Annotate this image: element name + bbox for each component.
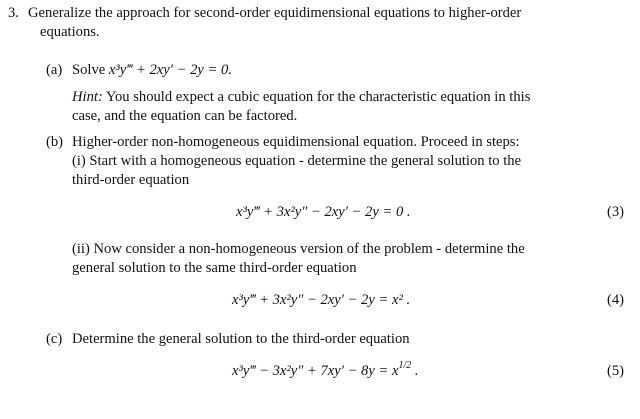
part-c-label: (c): [46, 331, 63, 347]
part-a-equation: x³y‴ + 2xy′ − 2y = 0.: [108, 62, 232, 78]
part-a-hint-line1: [72, 88, 530, 107]
problem-statement-line2: equations.: [40, 24, 100, 40]
part-a-label: (a): [46, 62, 63, 78]
part-a-line: [72, 61, 232, 80]
problem-number: 3.: [8, 5, 19, 21]
part-a-hint-line2: case, and the equation can be factored.: [72, 108, 298, 124]
part-b-step-i-line1: (i) Start with a homogeneous equation - determine the general solution to the: [72, 153, 522, 169]
equation-3: x³y‴ + 3x²y″ − 2xy′ − 2y = 0 .: [236, 204, 411, 220]
part-b-label: (b): [46, 134, 64, 150]
part-b-step-i-line2: third-order equation: [72, 172, 190, 188]
part-b-step-ii-line1: (ii) Now consider a non-homogeneous version of the problem - determine the: [72, 241, 525, 257]
hint-text-line1: You should expect a cubic equation for the characteristic equation in this: [105, 89, 531, 105]
part-c-line1: Determine the general solution to the third-order equation: [72, 331, 410, 347]
equation-4-number: (4): [606, 292, 624, 308]
hint-label: Hint:: [72, 89, 103, 105]
part-b-line1: Higher-order non-homogeneous equidimensional equation. Proceed in steps:: [72, 134, 520, 150]
part-a-prefix: Solve: [72, 62, 106, 78]
problem-statement-line1: Generalize the approach for second-order equidimensional equations to higher-order: [28, 5, 522, 21]
equation-3-number: (3): [606, 204, 624, 220]
equation-5-number: (5): [606, 363, 624, 379]
equation-4: x³y‴ + 3x²y″ − 2xy′ − 2y = x² .: [232, 292, 411, 308]
equation-5: x³y‴ − $3x^2y'' + 7xy' - 8y = x^{1/2}$ .: [232, 360, 419, 379]
part-b-step-ii-line2: general solution to the same third-order equation: [72, 260, 357, 276]
